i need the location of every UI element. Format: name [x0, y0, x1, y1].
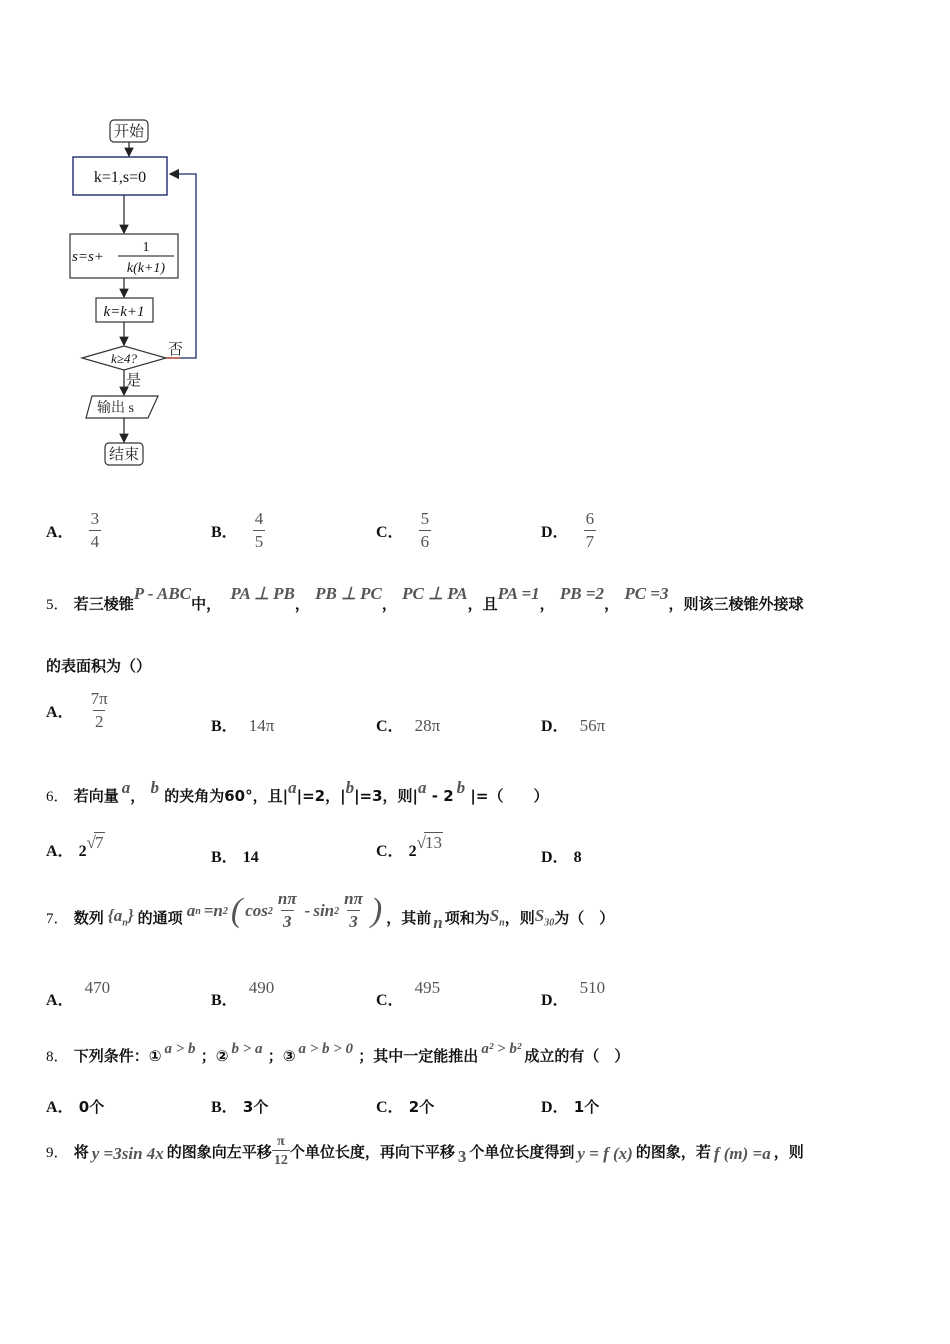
- q5-math: PC ⊥ PA: [402, 584, 468, 603]
- q5-sep: ，: [604, 595, 620, 613]
- flowchart: [60, 110, 230, 475]
- q8-option-c: [376, 1094, 434, 1117]
- option-label: B．: [211, 992, 238, 1009]
- option-label: A．: [46, 843, 74, 860]
- q7-sum: $S_n$: [489, 905, 505, 929]
- vector-a: a: [418, 778, 427, 797]
- q9-func-2: y = f (x): [577, 1144, 633, 1163]
- q8-text: ；其中一定能推出: [358, 1047, 479, 1065]
- option-value: 490: [248, 978, 275, 997]
- flow-init-text: k=1,s=0: [93, 169, 147, 186]
- q8-option-d: [541, 1094, 599, 1117]
- q5-sep: ，: [294, 595, 310, 613]
- flow-update-s-num: 1: [142, 240, 150, 255]
- q6-sep: ，: [130, 787, 146, 805]
- q5-math: PB ⊥ PC: [315, 584, 382, 603]
- q5-math-tetra: P - ABC: [133, 584, 192, 603]
- fraction-denominator: 5: [254, 531, 264, 551]
- flow-update-k-text: k=k+1: [103, 304, 145, 320]
- vector-b: b: [150, 778, 160, 797]
- q8-cond-3: a > b > 0: [298, 1041, 354, 1057]
- radicand: 7: [95, 833, 104, 852]
- option-label: C．: [376, 992, 404, 1009]
- q8-text: ；②: [200, 1047, 229, 1065]
- q7-text: 为（ ）: [554, 908, 615, 927]
- option-value: 56π: [579, 716, 606, 735]
- q5-option-b: [211, 713, 274, 736]
- q4-option-d: [541, 510, 596, 551]
- vector-b: b: [345, 778, 355, 797]
- radicand: 13: [425, 833, 442, 852]
- q9-func-1: y =3sin 4x: [91, 1144, 164, 1163]
- flow-end-text: 结束: [108, 447, 140, 463]
- flow-condition-text: k≥4?: [111, 351, 137, 366]
- fraction-denominator: 7: [585, 531, 595, 551]
- q9-text: 的图象向左平移: [166, 1142, 272, 1161]
- q6-text: |=2，|: [296, 787, 346, 805]
- q6-text: |=3，则|: [354, 787, 419, 805]
- q7-option-a: [46, 975, 111, 1009]
- option-label: C．: [376, 718, 404, 735]
- flow-update-s-left: s=s+: [72, 249, 104, 265]
- fraction-denominator: 2: [94, 711, 104, 731]
- option-label: C．: [376, 1099, 404, 1116]
- q9-line: [46, 1128, 916, 1174]
- option-label: D．: [541, 718, 569, 735]
- question-number: 7．: [46, 910, 69, 927]
- q8-option-b: [211, 1094, 268, 1117]
- q5-math: PA =1: [497, 584, 540, 603]
- q4-option-b: [211, 510, 265, 551]
- q8-text: 成立的有（ ）: [524, 1047, 630, 1065]
- option-label: B．: [211, 524, 238, 542]
- flow-update-s-den: k(k+1): [126, 261, 166, 276]
- option-value: 470: [84, 978, 111, 997]
- option-label: D．: [541, 1099, 569, 1116]
- q5-text: ，且: [467, 595, 498, 613]
- question-number: 6．: [46, 789, 69, 805]
- q7-text: 的通项: [137, 908, 183, 927]
- option-value: 14π: [248, 716, 275, 735]
- fraction-numerator: 6: [585, 509, 595, 528]
- q7-s30: $S_{30}$: [534, 905, 555, 929]
- q6-option-d: [541, 844, 582, 867]
- option-value: 14: [242, 849, 259, 866]
- q9-text: 将: [73, 1142, 89, 1161]
- fraction-numerator: 3: [90, 509, 100, 528]
- q8-text: ；③: [267, 1047, 296, 1065]
- q5-math: PB =2: [559, 584, 605, 603]
- q5-math: PC =3: [624, 584, 669, 603]
- q5-option-a: [46, 690, 110, 731]
- fraction-denominator: 4: [90, 531, 100, 551]
- q7-text: 数列: [73, 908, 104, 927]
- q6-text: |=（ ）: [470, 787, 549, 805]
- option-coef: 2: [408, 843, 417, 860]
- option-value: 0个: [78, 1098, 105, 1116]
- flow-no-label: 否: [168, 342, 184, 358]
- q6-line: [46, 778, 549, 806]
- q5-sep: ，: [381, 595, 397, 613]
- q7-option-b: [211, 975, 275, 1009]
- flow-output-text: 输出 s: [97, 401, 134, 416]
- option-label: B．: [211, 718, 238, 735]
- q5-line1: [46, 584, 916, 614]
- vector-b: b: [456, 778, 466, 797]
- q7-option-c: [376, 975, 441, 1009]
- option-label: B．: [211, 1099, 238, 1116]
- q5-text: 若三棱锥: [73, 595, 134, 613]
- option-label: C．: [376, 524, 404, 542]
- option-label: B．: [211, 849, 238, 866]
- option-value: 2个: [408, 1098, 435, 1116]
- q7-option-d: [541, 975, 606, 1009]
- q6-option-c: C． 2√13: [376, 833, 442, 860]
- option-label: D．: [541, 992, 569, 1009]
- q7-line: [46, 889, 615, 941]
- option-label: A．: [46, 992, 74, 1009]
- option-value: 510: [579, 978, 606, 997]
- q5-text: 中，: [191, 595, 222, 613]
- flow-start-text: 开始: [113, 124, 145, 140]
- option-label: C．: [376, 843, 404, 860]
- question-number: 9．: [46, 1144, 69, 1161]
- q7-text: 项和为: [444, 908, 490, 927]
- q6-option-a: A． 2√7: [46, 833, 104, 860]
- option-value: 1个: [573, 1098, 600, 1116]
- option-value: 3个: [242, 1098, 269, 1116]
- option-label: D．: [541, 524, 569, 542]
- q5-math: PA ⊥ PB: [230, 584, 295, 603]
- option-value: 28π: [414, 716, 441, 735]
- option-value: 495: [414, 978, 441, 997]
- fraction-numerator: 4: [254, 509, 264, 528]
- q6-text: - 2: [426, 787, 454, 805]
- fraction-denominator: 6: [420, 531, 430, 551]
- q5-line2: 的表面积为（）: [46, 657, 152, 675]
- fraction-numerator: 7π: [90, 689, 108, 708]
- q5-option-c: [376, 713, 440, 736]
- q7-text: ，则: [504, 908, 535, 927]
- vector-a: a: [288, 778, 297, 797]
- q8-cond-2: b > a: [231, 1041, 263, 1057]
- question-number: 8．: [46, 1049, 69, 1065]
- option-label: D．: [541, 849, 569, 866]
- option-label: A．: [46, 524, 74, 542]
- question-number: 5．: [46, 597, 69, 613]
- q5-text: ，则该三棱锥外接球: [668, 595, 804, 613]
- q9-shift-fraction: $\frac{\pi}{12}$: [273, 1133, 288, 1168]
- q7-sequence: $\{a_n\}$: [107, 905, 134, 929]
- q5-sep: ，: [539, 595, 555, 613]
- q9-func-3: f (m) =a: [713, 1144, 771, 1163]
- q9-text: 个单位长度得到: [469, 1142, 575, 1161]
- q9-text: ，则: [773, 1142, 804, 1161]
- option-label: A．: [46, 1099, 74, 1116]
- q6-text: 若向量: [73, 787, 119, 805]
- q7-text: ，其前: [386, 908, 432, 927]
- q8-target: a² > b²: [481, 1041, 522, 1057]
- vector-a: a: [121, 778, 131, 797]
- option-label: A．: [46, 704, 74, 722]
- q5-option-d: [541, 713, 605, 736]
- q9-text: 个单位长度，再向下平移: [289, 1142, 455, 1161]
- fraction-numerator: 5: [420, 509, 430, 528]
- q4-option-a: [46, 510, 101, 551]
- q8-line: [46, 1041, 630, 1066]
- q9-text: 的图象，若: [635, 1142, 711, 1161]
- option-coef: 2: [78, 843, 87, 860]
- q8-cond-1: a > b: [164, 1041, 196, 1057]
- q4-option-c: [376, 510, 431, 551]
- q6-text: 的夹角为60°，且|: [164, 787, 289, 805]
- q8-option-a: [46, 1094, 104, 1117]
- flow-yes-label: 是: [126, 373, 142, 389]
- q7-n: n: [433, 913, 443, 932]
- q7-general-term: a n =n 2 ( cos 2 $\frac{n\pi}{3}$ - sin 2 $\frac{n\pi}{3}$ ): [186, 889, 383, 931]
- option-value: 8: [573, 849, 582, 866]
- q9-down-shift: 3: [457, 1147, 467, 1166]
- q8-text: 下列条件：①: [73, 1047, 162, 1065]
- q6-option-b: [211, 844, 259, 867]
